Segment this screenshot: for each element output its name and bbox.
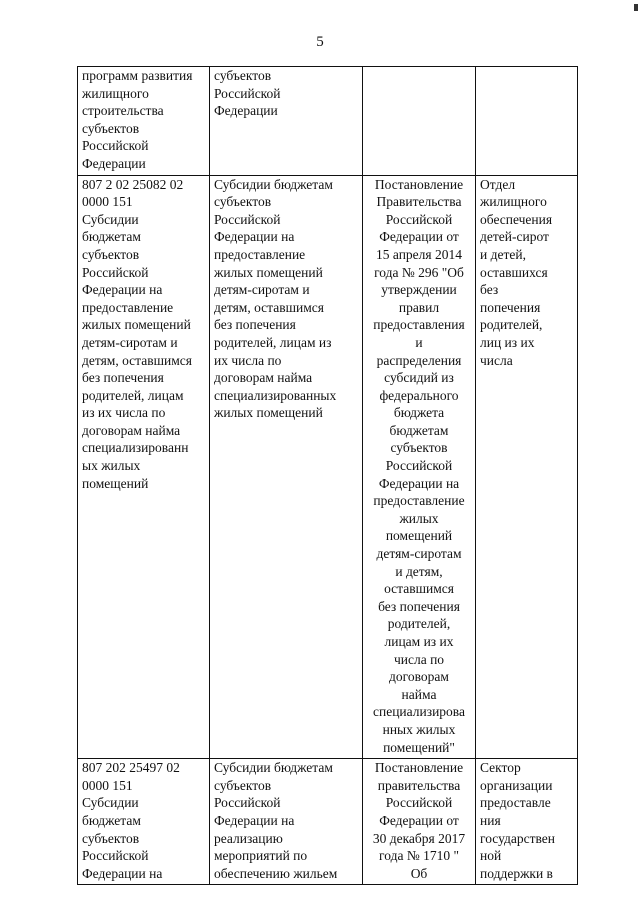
- code-name-text: 807 2 02 25082 02 0000 151 Субсидии бюджетам субъектов Российской Федерации на предоставление жилых помещений детям-сиротам и детям, оставшимся без попечения родителей, лицам из их числа по договорам найма специализированн ых жилых помещений: [82, 176, 192, 491]
- code-name-text: 807 202 25497 02 0000 151 Субсидии бюджетам субъектов Российской Федерации на: [82, 760, 180, 881]
- legal-basis-text: Постановление правительства Российской Федерации от 30 декабря 2017 года № 1710 " Об: [372, 760, 466, 881]
- legal-basis-cell: [363, 67, 476, 176]
- purpose-text: Субсидии бюджетам субъектов Российской Федерации на реализацию мероприятий по обеспечению жильем: [214, 760, 338, 881]
- table-row: [78, 759, 578, 885]
- department-cell: [476, 759, 578, 885]
- code-name-cell: [78, 759, 210, 885]
- corner-scan-mark: [634, 4, 638, 11]
- department-cell: [476, 175, 578, 759]
- code-name-text: программ развития жилищного строительства субъектов Российской Федерации: [82, 68, 193, 171]
- legal-basis-text: Постановление Правительства Российской Федерации от 15 апреля 2014 года № 296 "Об утверждении правил предоставления и распределения субсидий из федерального бюджета бюджетам субъектов Российской Федерации на предоставление жилых помещений детям-сиротам и детям, оставшимся без попечения родителей, лицам из их числа по договорам найма специализирова нных жилых помещений": [373, 176, 465, 755]
- document-table: [77, 66, 578, 885]
- purpose-cell: [210, 67, 363, 176]
- code-name-cell: [78, 67, 210, 176]
- department-text: Отдел жилищного обеспечения детей-сирот и детей, оставшихся без попечения родителей, лиц из их числа: [480, 176, 553, 368]
- purpose-cell: [210, 175, 363, 759]
- purpose-text: субъектов Российской Федерации: [214, 68, 281, 119]
- table-row: [78, 67, 578, 176]
- purpose-cell: [210, 759, 363, 885]
- department-text: Сектор организации предоставле ния государствен ной поддержки в: [480, 760, 556, 881]
- legal-basis-cell: [363, 175, 476, 759]
- legal-basis-cell: [363, 759, 476, 885]
- table-row: [78, 175, 578, 759]
- department-cell: [476, 67, 578, 176]
- purpose-text: Субсидии бюджетам субъектов Российской Федерации на предоставление жилых помещений детям-сиротам и детям, оставшимся без попечения родителей, лицам из их числа по договорам найма специализированных жилых помещений: [214, 176, 337, 421]
- code-name-cell: [78, 175, 210, 759]
- page-number: 5: [316, 34, 324, 50]
